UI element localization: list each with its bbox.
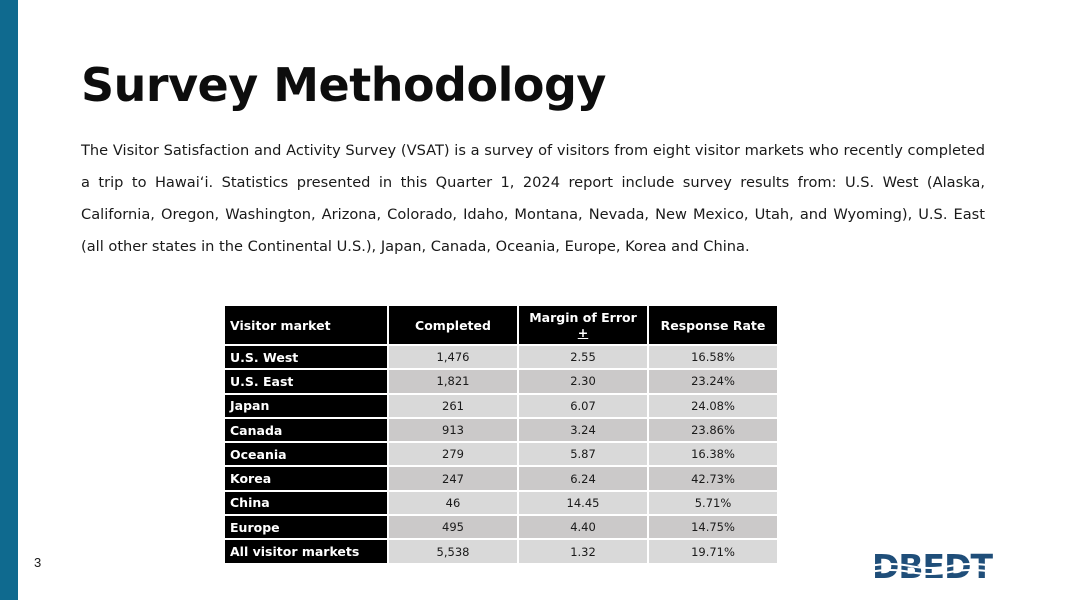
table-row <box>225 369 777 393</box>
cell-market: China <box>225 491 388 515</box>
cell-moe: 14.45 <box>518 491 648 515</box>
cell-rate: 16.38% <box>648 442 777 466</box>
cell-completed: 495 <box>388 515 518 539</box>
cell-completed: 1,476 <box>388 345 518 369</box>
table-row-total <box>225 539 777 563</box>
survey-stats-table <box>225 306 777 565</box>
cell-rate: 23.24% <box>648 369 777 393</box>
cell-moe: 5.87 <box>518 442 648 466</box>
cell-rate: 23.86% <box>648 418 777 442</box>
table-row <box>225 345 777 369</box>
header-visitor-market: Visitor market <box>225 306 388 345</box>
cell-completed: 261 <box>388 394 518 418</box>
table-row <box>225 394 777 418</box>
cell-completed: 913 <box>388 418 518 442</box>
cell-rate: 42.73% <box>648 466 777 490</box>
cell-market: Korea <box>225 466 388 490</box>
cell-moe: 1.32 <box>518 539 648 563</box>
cell-moe: 6.07 <box>518 394 648 418</box>
cell-market: Canada <box>225 418 388 442</box>
table-row <box>225 442 777 466</box>
left-accent-bar <box>0 0 18 600</box>
cell-moe: 4.40 <box>518 515 648 539</box>
table-header-row <box>225 306 777 345</box>
cell-moe: 2.30 <box>518 369 648 393</box>
slide-title: Survey Methodology <box>81 58 606 112</box>
page-number: 3 <box>34 555 42 570</box>
table-row <box>225 418 777 442</box>
cell-rate: 5.71% <box>648 491 777 515</box>
cell-market: Japan <box>225 394 388 418</box>
cell-moe: 6.24 <box>518 466 648 490</box>
table-row <box>225 466 777 490</box>
cell-completed: 1,821 <box>388 369 518 393</box>
table-row <box>225 491 777 515</box>
header-margin-of-error <box>518 306 648 345</box>
header-completed: Completed <box>388 306 518 345</box>
cell-completed: 279 <box>388 442 518 466</box>
intro-paragraph: The Visitor Satisfaction and Activity Survey (VSAT) is a survey of visitors from eight visitor markets who recently completed a trip to Hawai‘i. Statistics presented in this Quarter 1, 2024 report include survey results from: U.S. West (Alaska, California, Oregon, Washington, Arizona, Colorado, Idaho, Montana, Nevada, New Mexico, Utah, and Wyoming), U.S. East (all other states in the Continental U.S.), Japan, Canada, Oceania, Europe, Korea and China. <box>81 142 985 255</box>
cell-market: Europe <box>225 515 388 539</box>
cell-completed: 5,538 <box>388 539 518 563</box>
header-moe-label: Margin of Error <box>529 310 637 325</box>
table-row <box>225 515 777 539</box>
cell-moe: 3.24 <box>518 418 648 442</box>
cell-market: Oceania <box>225 442 388 466</box>
cell-market: U.S. East <box>225 369 388 393</box>
cell-rate: 16.58% <box>648 345 777 369</box>
cell-rate: 19.71% <box>648 539 777 563</box>
cell-rate: 24.08% <box>648 394 777 418</box>
cell-rate: 14.75% <box>648 515 777 539</box>
cell-moe: 2.55 <box>518 345 648 369</box>
logo-wordmark: DBEDT <box>872 549 992 581</box>
header-moe-symbol: + <box>577 325 589 340</box>
cell-completed: 46 <box>388 491 518 515</box>
cell-market: All visitor markets <box>225 539 388 563</box>
cell-completed: 247 <box>388 466 518 490</box>
cell-market: U.S. West <box>225 345 388 369</box>
header-response-rate: Response Rate <box>648 306 777 345</box>
dbedt-logo <box>870 549 994 581</box>
